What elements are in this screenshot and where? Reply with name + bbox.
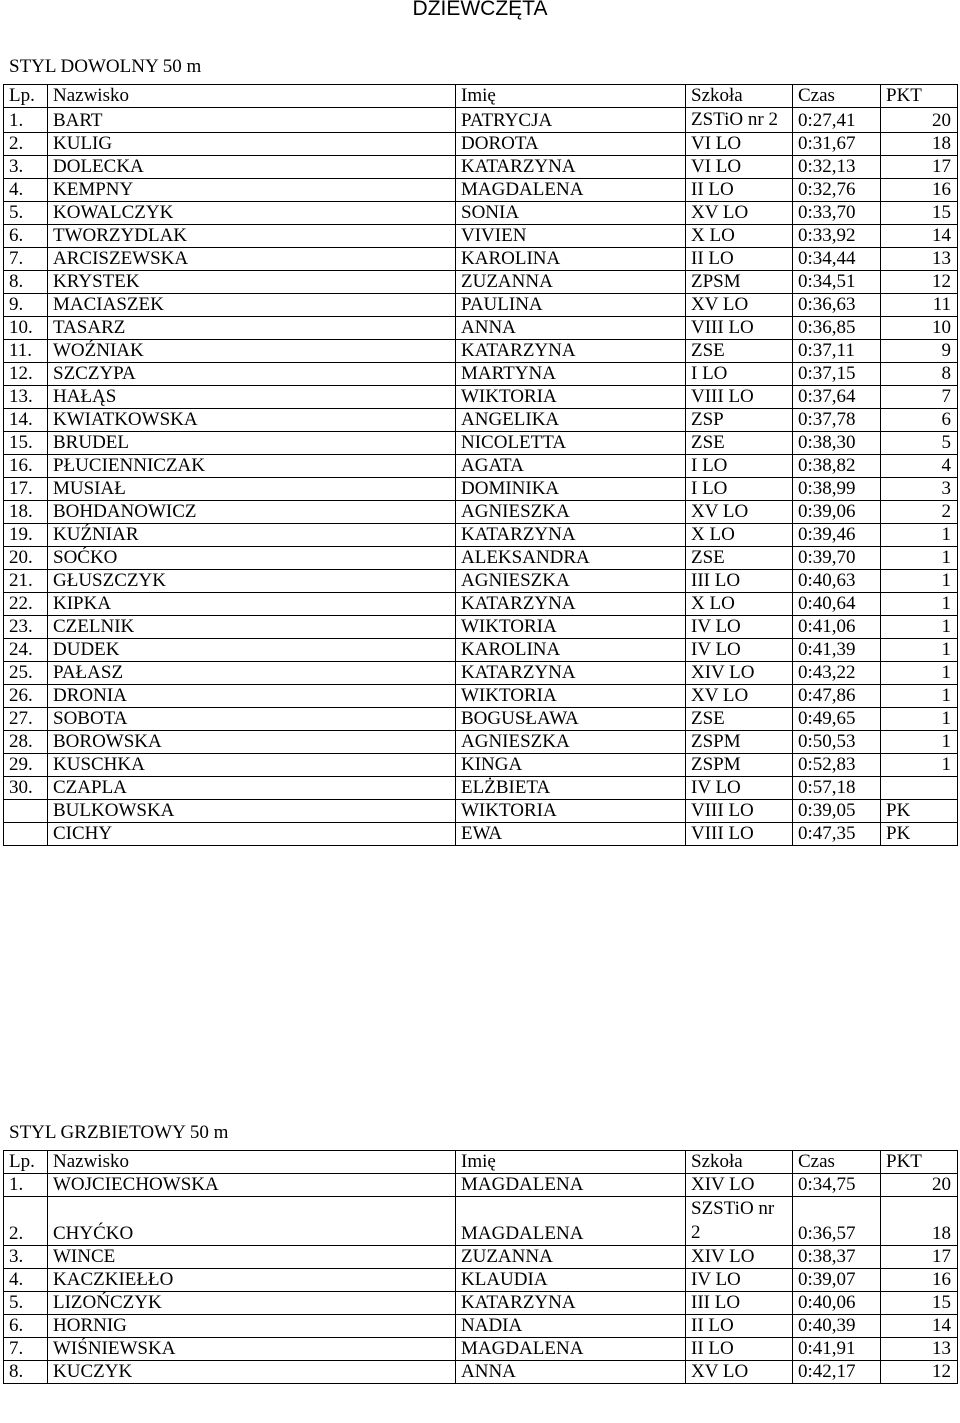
first-name-cell: NICOLETTA bbox=[456, 432, 686, 455]
lp-cell: 25. bbox=[4, 662, 48, 685]
column-header: Czas bbox=[793, 1151, 881, 1174]
first-name-cell: KATARZYNA bbox=[456, 340, 686, 363]
time-cell: 0:36,63 bbox=[793, 294, 881, 317]
table-row bbox=[4, 593, 958, 616]
first-name-cell: AGNIESZKA bbox=[456, 570, 686, 593]
points-cell: 5 bbox=[881, 432, 958, 455]
points-cell: 1 bbox=[881, 616, 958, 639]
lp-cell: 11. bbox=[4, 340, 48, 363]
surname-cell: PAŁASZ bbox=[48, 662, 456, 685]
table-row bbox=[4, 547, 958, 570]
school-cell: XV LO bbox=[686, 294, 793, 317]
table-row bbox=[4, 409, 958, 432]
lp-cell: 30. bbox=[4, 777, 48, 800]
time-cell: 0:40,63 bbox=[793, 570, 881, 593]
time-cell: 0:38,82 bbox=[793, 455, 881, 478]
surname-cell: CHYĆKO bbox=[48, 1197, 456, 1246]
table-header-row bbox=[4, 1151, 958, 1174]
lp-cell: 14. bbox=[4, 409, 48, 432]
first-name-cell: MARTYNA bbox=[456, 363, 686, 386]
points-cell: 1 bbox=[881, 685, 958, 708]
table-row bbox=[4, 524, 958, 547]
first-name-cell: KLAUDIA bbox=[456, 1269, 686, 1292]
time-cell: 0:38,99 bbox=[793, 478, 881, 501]
lp-cell: 5. bbox=[4, 202, 48, 225]
table-row bbox=[4, 340, 958, 363]
school-cell: XV LO bbox=[686, 685, 793, 708]
school-cell: II LO bbox=[686, 179, 793, 202]
surname-cell: BOHDANOWICZ bbox=[48, 501, 456, 524]
points-cell: 14 bbox=[881, 225, 958, 248]
time-cell: 0:32,76 bbox=[793, 179, 881, 202]
time-cell: 0:37,78 bbox=[793, 409, 881, 432]
lp-cell: 13. bbox=[4, 386, 48, 409]
table-row bbox=[4, 1197, 958, 1246]
surname-cell: CZELNIK bbox=[48, 616, 456, 639]
first-name-cell: AGATA bbox=[456, 455, 686, 478]
first-name-cell: DOMINIKA bbox=[456, 478, 686, 501]
time-cell: 0:34,51 bbox=[793, 271, 881, 294]
surname-cell: KIPKA bbox=[48, 593, 456, 616]
first-name-cell: DOROTA bbox=[456, 133, 686, 156]
lp-cell: 20. bbox=[4, 547, 48, 570]
lp-cell: 17. bbox=[4, 478, 48, 501]
school-cell: ZSPM bbox=[686, 731, 793, 754]
section-title-backstroke: STYL GRZBIETOWY 50 m bbox=[9, 1122, 229, 1143]
time-cell: 0:38,37 bbox=[793, 1246, 881, 1269]
lp-cell: 1. bbox=[4, 1174, 48, 1197]
points-cell: 17 bbox=[881, 1246, 958, 1269]
school-cell: ZSTiO nr 2 bbox=[686, 108, 793, 133]
first-name-cell: ZUZANNA bbox=[456, 271, 686, 294]
lp-cell: 29. bbox=[4, 754, 48, 777]
surname-cell: KUŹNIAR bbox=[48, 524, 456, 547]
table-header-row bbox=[4, 85, 958, 108]
lp-cell: 6. bbox=[4, 1315, 48, 1338]
table-row bbox=[4, 501, 958, 524]
lp-cell: 4. bbox=[4, 179, 48, 202]
time-cell: 0:40,39 bbox=[793, 1315, 881, 1338]
surname-cell: KRYSTEK bbox=[48, 271, 456, 294]
table-row bbox=[4, 823, 958, 846]
time-cell: 0:43,22 bbox=[793, 662, 881, 685]
lp-cell: 24. bbox=[4, 639, 48, 662]
time-cell: 0:37,15 bbox=[793, 363, 881, 386]
table-row bbox=[4, 1338, 958, 1361]
surname-cell: KEMPNY bbox=[48, 179, 456, 202]
first-name-cell: ELŻBIETA bbox=[456, 777, 686, 800]
first-name-cell: KAROLINA bbox=[456, 248, 686, 271]
results-table-freestyle bbox=[3, 84, 958, 846]
table-row bbox=[4, 133, 958, 156]
lp-cell: 21. bbox=[4, 570, 48, 593]
first-name-cell: MAGDALENA bbox=[456, 1338, 686, 1361]
school-cell: VIII LO bbox=[686, 386, 793, 409]
lp-cell: 3. bbox=[4, 156, 48, 179]
table-row bbox=[4, 1361, 958, 1384]
school-cell: ZSPM bbox=[686, 754, 793, 777]
school-cell: IV LO bbox=[686, 639, 793, 662]
points-cell: 17 bbox=[881, 156, 958, 179]
first-name-cell: PAULINA bbox=[456, 294, 686, 317]
school-cell: I LO bbox=[686, 478, 793, 501]
points-cell: 18 bbox=[881, 133, 958, 156]
points-cell: 14 bbox=[881, 1315, 958, 1338]
school-cell: VIII LO bbox=[686, 317, 793, 340]
column-header: Imię bbox=[456, 1151, 686, 1174]
points-cell: 20 bbox=[881, 1174, 958, 1197]
first-name-cell: WIKTORIA bbox=[456, 685, 686, 708]
points-cell: 8 bbox=[881, 363, 958, 386]
first-name-cell: ALEKSANDRA bbox=[456, 547, 686, 570]
table-row bbox=[4, 800, 958, 823]
time-cell: 0:31,67 bbox=[793, 133, 881, 156]
first-name-cell: ANNA bbox=[456, 1361, 686, 1384]
lp-cell: 4. bbox=[4, 1269, 48, 1292]
lp-cell: 2. bbox=[4, 1197, 48, 1246]
points-cell: 1 bbox=[881, 593, 958, 616]
school-cell: III LO bbox=[686, 570, 793, 593]
points-cell: 3 bbox=[881, 478, 958, 501]
lp-cell: 3. bbox=[4, 1246, 48, 1269]
column-header: Nazwisko bbox=[48, 1151, 456, 1174]
lp-cell: 22. bbox=[4, 593, 48, 616]
time-cell: 0:34,75 bbox=[793, 1174, 881, 1197]
school-cell: XIV LO bbox=[686, 662, 793, 685]
points-cell: 15 bbox=[881, 1292, 958, 1315]
lp-cell: 5. bbox=[4, 1292, 48, 1315]
surname-cell: BOROWSKA bbox=[48, 731, 456, 754]
points-cell: 16 bbox=[881, 1269, 958, 1292]
points-cell: 16 bbox=[881, 179, 958, 202]
column-header: Szkoła bbox=[686, 1151, 793, 1174]
surname-cell: SOBOTA bbox=[48, 708, 456, 731]
time-cell: 0:36,57 bbox=[793, 1197, 881, 1246]
first-name-cell: KATARZYNA bbox=[456, 524, 686, 547]
time-cell: 0:39,05 bbox=[793, 800, 881, 823]
surname-cell: WIŚNIEWSKA bbox=[48, 1338, 456, 1361]
time-cell: 0:32,13 bbox=[793, 156, 881, 179]
lp-cell: 15. bbox=[4, 432, 48, 455]
column-header: Lp. bbox=[4, 85, 48, 108]
table-row bbox=[4, 1269, 958, 1292]
points-cell: 1 bbox=[881, 662, 958, 685]
surname-cell: WINCE bbox=[48, 1246, 456, 1269]
lp-cell: 26. bbox=[4, 685, 48, 708]
lp-cell: 8. bbox=[4, 271, 48, 294]
surname-cell: PŁUCIENNICZAK bbox=[48, 455, 456, 478]
column-header: Imię bbox=[456, 85, 686, 108]
time-cell: 0:57,18 bbox=[793, 777, 881, 800]
school-cell: ZSE bbox=[686, 708, 793, 731]
table-row bbox=[4, 386, 958, 409]
time-cell: 0:47,86 bbox=[793, 685, 881, 708]
first-name-cell: ZUZANNA bbox=[456, 1246, 686, 1269]
column-header: PKT bbox=[881, 1151, 958, 1174]
lp-cell: 6. bbox=[4, 225, 48, 248]
lp-cell: 18. bbox=[4, 501, 48, 524]
points-cell: 1 bbox=[881, 639, 958, 662]
table-row bbox=[4, 754, 958, 777]
first-name-cell: KINGA bbox=[456, 754, 686, 777]
lp-cell: 12. bbox=[4, 363, 48, 386]
school-cell: ZPSM bbox=[686, 271, 793, 294]
table-row bbox=[4, 317, 958, 340]
table-row bbox=[4, 156, 958, 179]
table-row bbox=[4, 570, 958, 593]
school-cell: II LO bbox=[686, 1338, 793, 1361]
points-cell: 9 bbox=[881, 340, 958, 363]
surname-cell: TASARZ bbox=[48, 317, 456, 340]
surname-cell: SOĆKO bbox=[48, 547, 456, 570]
table-row bbox=[4, 363, 958, 386]
table-row bbox=[4, 271, 958, 294]
surname-cell: CZAPLA bbox=[48, 777, 456, 800]
column-header: Lp. bbox=[4, 1151, 48, 1174]
table-row bbox=[4, 294, 958, 317]
first-name-cell: BOGUSŁAWA bbox=[456, 708, 686, 731]
points-cell: 11 bbox=[881, 294, 958, 317]
first-name-cell: WIKTORIA bbox=[456, 800, 686, 823]
school-cell: IV LO bbox=[686, 1269, 793, 1292]
school-cell: VIII LO bbox=[686, 800, 793, 823]
lp-cell: 7. bbox=[4, 248, 48, 271]
first-name-cell: ANGELIKA bbox=[456, 409, 686, 432]
school-cell: XV LO bbox=[686, 501, 793, 524]
time-cell: 0:38,30 bbox=[793, 432, 881, 455]
school-cell: SZSTiO nr 2 bbox=[686, 1197, 793, 1246]
lp-cell: 10. bbox=[4, 317, 48, 340]
first-name-cell: KATARZYNA bbox=[456, 156, 686, 179]
surname-cell: KOWALCZYK bbox=[48, 202, 456, 225]
page-title: DZIEWCZĘTA bbox=[412, 0, 548, 20]
table-row bbox=[4, 639, 958, 662]
table-row bbox=[4, 225, 958, 248]
surname-cell: DOLECKA bbox=[48, 156, 456, 179]
school-cell: XIV LO bbox=[686, 1246, 793, 1269]
first-name-cell: PATRYCJA bbox=[456, 108, 686, 133]
first-name-cell: VIVIEN bbox=[456, 225, 686, 248]
time-cell: 0:40,64 bbox=[793, 593, 881, 616]
table-row bbox=[4, 108, 958, 133]
surname-cell: GŁUSZCZYK bbox=[48, 570, 456, 593]
first-name-cell: WIKTORIA bbox=[456, 616, 686, 639]
school-cell: VI LO bbox=[686, 133, 793, 156]
surname-cell: HAŁĄS bbox=[48, 386, 456, 409]
school-cell: II LO bbox=[686, 248, 793, 271]
points-cell: 1 bbox=[881, 731, 958, 754]
column-header: Szkoła bbox=[686, 85, 793, 108]
first-name-cell: MAGDALENA bbox=[456, 179, 686, 202]
surname-cell: SZCZYPA bbox=[48, 363, 456, 386]
lp-cell: 9. bbox=[4, 294, 48, 317]
time-cell: 0:39,70 bbox=[793, 547, 881, 570]
table-row bbox=[4, 248, 958, 271]
column-header: Nazwisko bbox=[48, 85, 456, 108]
lp-cell: 19. bbox=[4, 524, 48, 547]
school-cell: VI LO bbox=[686, 156, 793, 179]
table-row bbox=[4, 179, 958, 202]
lp-cell bbox=[4, 823, 48, 846]
school-cell: ZSE bbox=[686, 547, 793, 570]
points-cell: 2 bbox=[881, 501, 958, 524]
lp-cell: 16. bbox=[4, 455, 48, 478]
first-name-cell: EWA bbox=[456, 823, 686, 846]
time-cell: 0:42,17 bbox=[793, 1361, 881, 1384]
surname-cell: BRUDEL bbox=[48, 432, 456, 455]
surname-cell: MACIASZEK bbox=[48, 294, 456, 317]
school-cell: II LO bbox=[686, 1315, 793, 1338]
first-name-cell: WIKTORIA bbox=[456, 386, 686, 409]
table-row bbox=[4, 1292, 958, 1315]
first-name-cell: ANNA bbox=[456, 317, 686, 340]
points-cell: 13 bbox=[881, 1338, 958, 1361]
first-name-cell: KAROLINA bbox=[456, 639, 686, 662]
surname-cell: KULIG bbox=[48, 133, 456, 156]
lp-cell: 2. bbox=[4, 133, 48, 156]
surname-cell: DRONIA bbox=[48, 685, 456, 708]
surname-cell: DUDEK bbox=[48, 639, 456, 662]
time-cell: 0:41,39 bbox=[793, 639, 881, 662]
time-cell: 0:33,70 bbox=[793, 202, 881, 225]
lp-cell: 8. bbox=[4, 1361, 48, 1384]
time-cell: 0:52,83 bbox=[793, 754, 881, 777]
school-cell: III LO bbox=[686, 1292, 793, 1315]
school-cell: I LO bbox=[686, 455, 793, 478]
school-cell: X LO bbox=[686, 524, 793, 547]
table-row bbox=[4, 1174, 958, 1197]
school-cell: VIII LO bbox=[686, 823, 793, 846]
points-cell: 7 bbox=[881, 386, 958, 409]
table-row bbox=[4, 1246, 958, 1269]
surname-cell: KUSCHKA bbox=[48, 754, 456, 777]
section-title-freestyle: STYL DOWOLNY 50 m bbox=[9, 56, 202, 77]
points-cell: 13 bbox=[881, 248, 958, 271]
table-row bbox=[4, 662, 958, 685]
first-name-cell: KATARZYNA bbox=[456, 662, 686, 685]
time-cell: 0:33,92 bbox=[793, 225, 881, 248]
points-cell: 4 bbox=[881, 455, 958, 478]
time-cell: 0:37,64 bbox=[793, 386, 881, 409]
surname-cell: WOJCIECHOWSKA bbox=[48, 1174, 456, 1197]
surname-cell: BULKOWSKA bbox=[48, 800, 456, 823]
first-name-cell: MAGDALENA bbox=[456, 1197, 686, 1246]
first-name-cell: AGNIESZKA bbox=[456, 501, 686, 524]
table-row bbox=[4, 478, 958, 501]
first-name-cell: NADIA bbox=[456, 1315, 686, 1338]
time-cell: 0:41,06 bbox=[793, 616, 881, 639]
surname-cell: BART bbox=[48, 108, 456, 133]
school-cell: IV LO bbox=[686, 616, 793, 639]
surname-cell: MUSIAŁ bbox=[48, 478, 456, 501]
points-cell: 12 bbox=[881, 271, 958, 294]
time-cell: 0:37,11 bbox=[793, 340, 881, 363]
school-cell: IV LO bbox=[686, 777, 793, 800]
points-cell: PK bbox=[881, 800, 958, 823]
points-cell: 10 bbox=[881, 317, 958, 340]
surname-cell: TWORZYDLAK bbox=[48, 225, 456, 248]
table-row bbox=[4, 708, 958, 731]
time-cell: 0:47,35 bbox=[793, 823, 881, 846]
points-cell bbox=[881, 777, 958, 800]
school-cell: X LO bbox=[686, 593, 793, 616]
time-cell: 0:40,06 bbox=[793, 1292, 881, 1315]
table-row bbox=[4, 432, 958, 455]
time-cell: 0:27,41 bbox=[793, 108, 881, 133]
first-name-cell: AGNIESZKA bbox=[456, 731, 686, 754]
school-cell: X LO bbox=[686, 225, 793, 248]
lp-cell: 23. bbox=[4, 616, 48, 639]
school-cell: I LO bbox=[686, 363, 793, 386]
surname-cell: HORNIG bbox=[48, 1315, 456, 1338]
surname-cell: KACZKIEŁŁO bbox=[48, 1269, 456, 1292]
table-row bbox=[4, 1315, 958, 1338]
points-cell: PK bbox=[881, 823, 958, 846]
school-cell: XV LO bbox=[686, 1361, 793, 1384]
lp-cell bbox=[4, 800, 48, 823]
time-cell: 0:34,44 bbox=[793, 248, 881, 271]
table-row bbox=[4, 731, 958, 754]
school-cell: ZSP bbox=[686, 409, 793, 432]
table-row bbox=[4, 455, 958, 478]
points-cell: 18 bbox=[881, 1197, 958, 1246]
points-cell: 20 bbox=[881, 108, 958, 133]
table-row bbox=[4, 202, 958, 225]
table-row bbox=[4, 616, 958, 639]
points-cell: 1 bbox=[881, 708, 958, 731]
school-cell: XIV LO bbox=[686, 1174, 793, 1197]
time-cell: 0:39,06 bbox=[793, 501, 881, 524]
points-cell: 1 bbox=[881, 754, 958, 777]
first-name-cell: KATARZYNA bbox=[456, 1292, 686, 1315]
surname-cell: KUCZYK bbox=[48, 1361, 456, 1384]
school-cell: ZSE bbox=[686, 432, 793, 455]
points-cell: 15 bbox=[881, 202, 958, 225]
table-row bbox=[4, 685, 958, 708]
time-cell: 0:39,46 bbox=[793, 524, 881, 547]
school-cell: XV LO bbox=[686, 202, 793, 225]
first-name-cell: MAGDALENA bbox=[456, 1174, 686, 1197]
points-cell: 1 bbox=[881, 570, 958, 593]
points-cell: 12 bbox=[881, 1361, 958, 1384]
time-cell: 0:49,65 bbox=[793, 708, 881, 731]
surname-cell: WOŹNIAK bbox=[48, 340, 456, 363]
first-name-cell: SONIA bbox=[456, 202, 686, 225]
school-cell: ZSE bbox=[686, 340, 793, 363]
time-cell: 0:41,91 bbox=[793, 1338, 881, 1361]
lp-cell: 27. bbox=[4, 708, 48, 731]
column-header: PKT bbox=[881, 85, 958, 108]
surname-cell: LIZOŃCZYK bbox=[48, 1292, 456, 1315]
first-name-cell: KATARZYNA bbox=[456, 593, 686, 616]
lp-cell: 28. bbox=[4, 731, 48, 754]
points-cell: 6 bbox=[881, 409, 958, 432]
points-cell: 1 bbox=[881, 524, 958, 547]
table-row bbox=[4, 777, 958, 800]
surname-cell: CICHY bbox=[48, 823, 456, 846]
column-header: Czas bbox=[793, 85, 881, 108]
lp-cell: 1. bbox=[4, 108, 48, 133]
lp-cell: 7. bbox=[4, 1338, 48, 1361]
time-cell: 0:50,53 bbox=[793, 731, 881, 754]
time-cell: 0:36,85 bbox=[793, 317, 881, 340]
results-table-backstroke bbox=[3, 1150, 958, 1384]
points-cell: 1 bbox=[881, 547, 958, 570]
surname-cell: ARCISZEWSKA bbox=[48, 248, 456, 271]
surname-cell: KWIATKOWSKA bbox=[48, 409, 456, 432]
time-cell: 0:39,07 bbox=[793, 1269, 881, 1292]
